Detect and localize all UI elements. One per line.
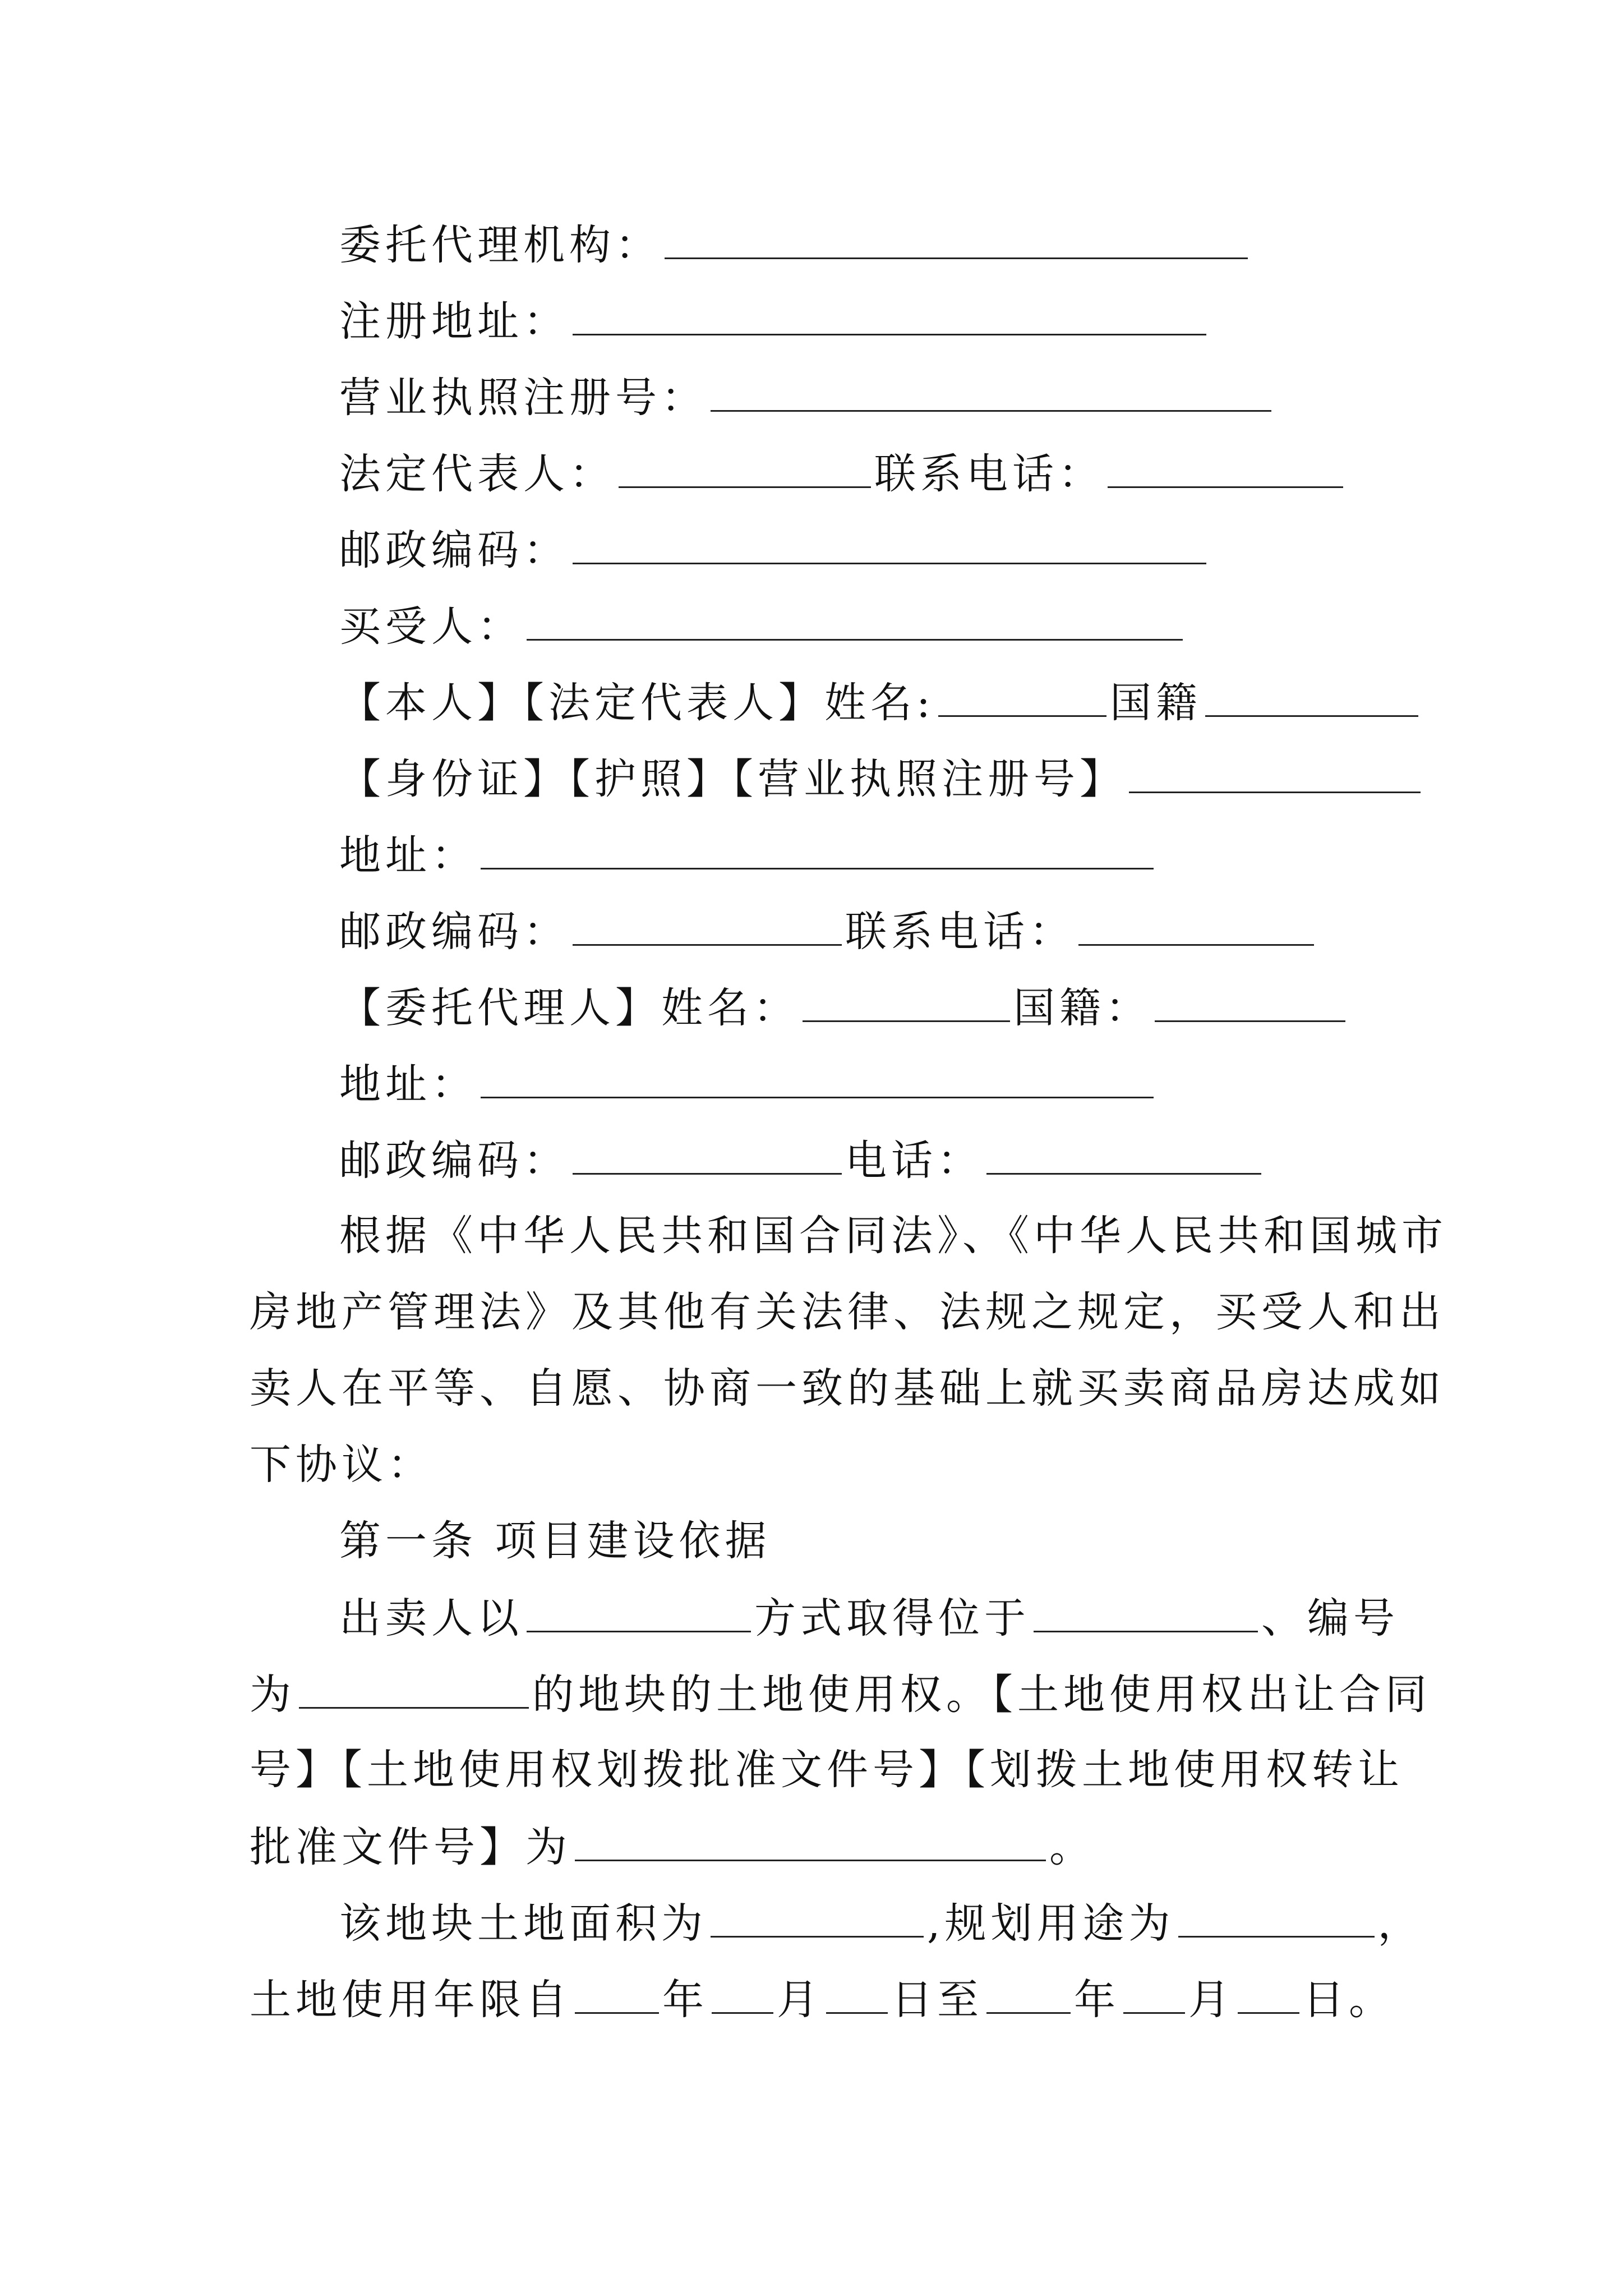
start-month-label: 月 (777, 1976, 823, 2024)
buyer-address-line (339, 826, 1157, 882)
buyer-name-line (339, 674, 1422, 730)
reg-address-field[interactable] (573, 292, 1206, 335)
agent-nationality-field[interactable] (1155, 979, 1345, 1022)
buyer-address-field[interactable] (481, 826, 1154, 869)
approval-doc-number-field[interactable] (575, 1818, 1046, 1861)
buyer-id-field[interactable] (1129, 750, 1421, 793)
end-year-label: 年 (1074, 1976, 1120, 2024)
agent-address-line (339, 1055, 1157, 1111)
buyer-postcode-line (339, 903, 1317, 959)
agent-phone-field[interactable] (986, 1131, 1261, 1175)
para1-text-d1: 批准文件号】为 (250, 1823, 571, 1871)
end-month-label: 月 (1188, 1976, 1234, 2024)
buyer-field[interactable] (527, 597, 1183, 641)
buyer-name-label: 【本人】【法定代表人】姓名: (339, 679, 935, 727)
buyer-postcode-field[interactable] (573, 903, 842, 946)
buyer-phone-field[interactable] (1078, 903, 1314, 946)
buyer-phone-label: 联系电话： (845, 908, 1075, 956)
para1-line-2 (250, 1665, 1431, 1722)
reg-address-line (339, 292, 1210, 348)
legal-rep-field[interactable] (619, 445, 871, 488)
agent-nationality-label: 国籍： (1013, 984, 1151, 1032)
buyer-id-label: 【身份证】【护照】【营业执照注册号】 (339, 755, 1126, 803)
start-day-field[interactable] (826, 1971, 888, 2014)
para1-line-4 (250, 1818, 1095, 1874)
para2-text-b1: 土地使用年限自 (250, 1976, 571, 2024)
start-year-field[interactable] (575, 1971, 659, 2014)
intro-line-3: 卖人在平等、自愿、协商一致的基础上就买卖商品房达成如 (250, 1364, 1445, 1412)
legal-rep-phone-field[interactable] (1108, 445, 1343, 488)
start-day-label: 日至 (891, 1976, 983, 2024)
para1-text-a2: 方式取得位于 (754, 1594, 1030, 1642)
location-field[interactable] (1034, 1589, 1258, 1632)
buyer-postcode-label: 邮政编码： (339, 908, 569, 956)
legal-rep-line (339, 445, 1347, 501)
para2-line-2 (250, 1971, 1395, 2027)
para1-text-a1: 出卖人以 (339, 1594, 523, 1642)
buyer-name-field[interactable] (938, 674, 1106, 717)
para2-text-a3: ， (1377, 1899, 1424, 1948)
postcode1-field[interactable] (573, 521, 1206, 564)
license-no-field[interactable] (711, 369, 1271, 412)
article-1-title: 第一条 项目建设依据 (339, 1517, 771, 1565)
planned-use-field[interactable] (1178, 1894, 1375, 1938)
agent-address-field[interactable] (481, 1055, 1154, 1098)
para1-text-b1: 为 (250, 1671, 296, 1719)
postcode1-label: 邮政编码： (339, 526, 569, 574)
para2-line-1 (339, 1894, 1424, 1950)
agent-postcode-field[interactable] (573, 1131, 842, 1175)
para1-line-1 (339, 1589, 1399, 1645)
legal-rep-label: 法定代表人： (339, 450, 615, 498)
agent-postcode-label: 邮政编码： (339, 1137, 569, 1185)
agent-person-label: 【委托代理人】姓名： (339, 984, 799, 1032)
start-month-field[interactable] (712, 1971, 773, 2014)
postcode1-line (339, 521, 1210, 577)
intro-line-4: 下协议： (250, 1441, 434, 1489)
para1-text-b2: 的地块的土地使用权。【土地使用权出让合同 (532, 1671, 1431, 1719)
start-year-label: 年 (662, 1976, 708, 2024)
buyer-line (339, 597, 1186, 654)
license-no-label: 营业执照注册号： (339, 374, 707, 422)
agent-phone-label: 电话： (845, 1137, 983, 1185)
end-day-label: 日。 (1303, 1976, 1395, 2024)
intro-line-1: 根据《中华人民共和国合同法》、《中华人民共和国城市 (339, 1212, 1447, 1260)
license-no-line (339, 369, 1275, 425)
agent-person-field[interactable] (803, 979, 1010, 1022)
para1-line-3: 号】【土地使用权划拨批准文件号】【划拨土地使用权转让 (250, 1746, 1404, 1794)
intro-line-2: 房地产管理法》及其他有关法律、法规之规定，买受人和出 (250, 1288, 1445, 1336)
plot-number-field[interactable] (299, 1665, 529, 1709)
agent-person-line (339, 979, 1349, 1035)
land-area-field[interactable] (711, 1894, 924, 1938)
agent-postcode-line (339, 1131, 1265, 1188)
reg-address-label: 注册地址： (339, 297, 569, 346)
para1-text-a3: 、编号 (1261, 1594, 1399, 1642)
para2-text-a1: 该地块土地面积为 (339, 1899, 707, 1948)
para2-text-a2: ,规划用途为 (927, 1899, 1175, 1948)
end-day-field[interactable] (1238, 1971, 1299, 2014)
agent-org-label: 委托代理机构： (339, 221, 661, 269)
buyer-label: 买受人： (339, 602, 523, 651)
agent-address-label: 地址： (339, 1060, 477, 1108)
buyer-nationality-label: 国籍 (1109, 679, 1202, 727)
buyer-address-label: 地址： (339, 831, 477, 880)
end-month-field[interactable] (1123, 1971, 1185, 2014)
agent-org-line (339, 216, 1251, 272)
para1-text-d2: 。 (1049, 1823, 1095, 1871)
agent-org-field[interactable] (665, 216, 1248, 259)
acquire-method-field[interactable] (527, 1589, 751, 1632)
legal-rep-phone-label: 联系电话： (874, 450, 1104, 498)
buyer-id-line (339, 750, 1424, 806)
buyer-nationality-field[interactable] (1205, 674, 1418, 717)
end-year-field[interactable] (986, 1971, 1071, 2014)
